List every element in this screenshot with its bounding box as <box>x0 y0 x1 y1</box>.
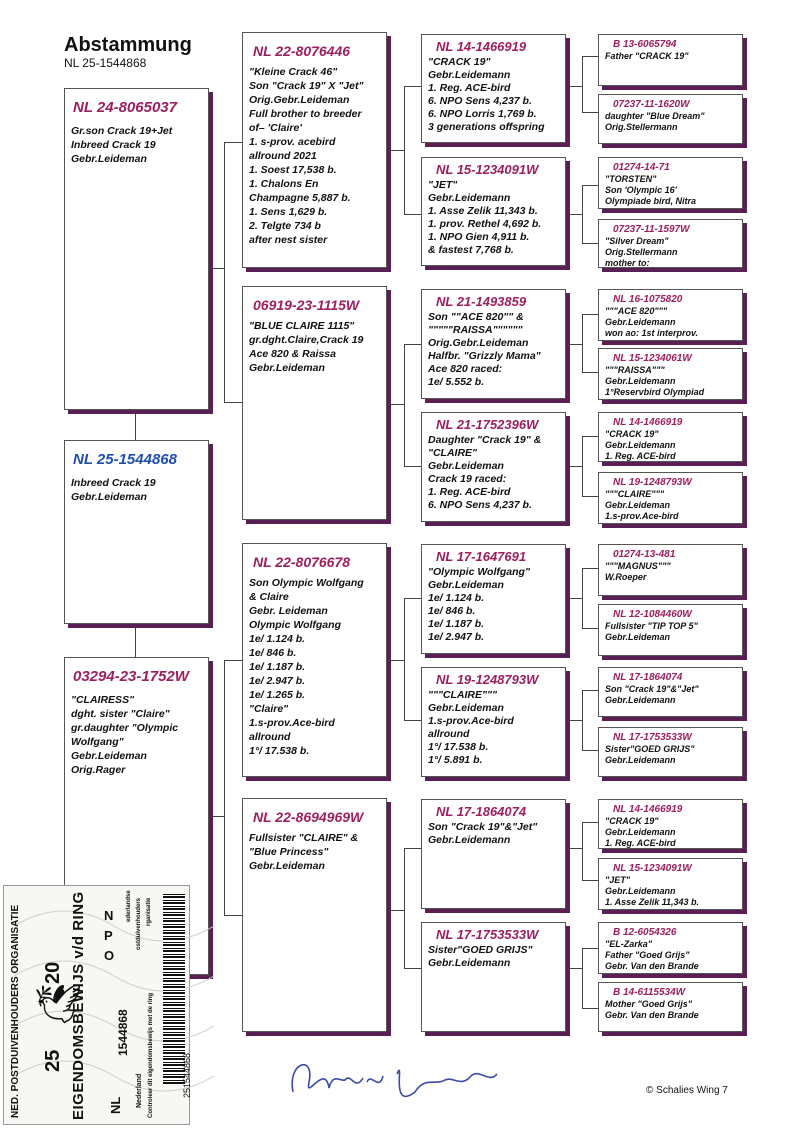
note-line: mother to: <box>605 258 650 268</box>
note-line: Father "CRACK 19" <box>605 51 689 61</box>
connector <box>404 598 405 720</box>
ownership-card <box>3 885 190 1125</box>
connector <box>566 86 582 87</box>
barcode-number: 251544868 <box>182 1052 192 1098</box>
pedigree-notes <box>428 434 559 512</box>
note-line: 1. Reg. ACE-bird <box>605 838 676 848</box>
ring-number: NL 14-1466919 <box>436 39 527 54</box>
card-country: NL <box>108 1096 123 1114</box>
note-line: Father "Goed Grijs" <box>605 950 690 960</box>
note-line: Son 'Olympic 16' <box>605 185 677 195</box>
note-line: Sister"GOED GRIJS" <box>428 944 533 956</box>
pedigree-notes <box>605 684 736 706</box>
note-line: "Blue Princess" <box>249 846 329 858</box>
connector <box>387 910 404 911</box>
ring-number: NL 15-1234091W <box>436 162 539 177</box>
pedigree-notes <box>605 429 736 462</box>
note-line: Gebr.Leideman <box>605 632 671 642</box>
connector <box>582 822 583 880</box>
card-word-postduivenhouders: ostduivenhouders <box>136 897 142 950</box>
note-line: Son "Crack 19" X "Jet" <box>249 80 364 92</box>
note-line: Gebr.Leidemann <box>428 192 511 204</box>
note-line: Full brother to breeder <box>249 108 362 120</box>
note-line: & fastest 7,768 b. <box>428 244 514 256</box>
note-line: W.Roeper <box>605 572 647 582</box>
connector <box>582 496 598 497</box>
ancestor-box <box>598 982 743 1032</box>
note-line: Gebr.Leidemann <box>428 957 511 969</box>
ring-number: 01274-13-481 <box>613 549 676 560</box>
connector <box>582 314 598 315</box>
grandparent-box <box>242 32 387 268</box>
connector <box>582 1008 598 1009</box>
note-line: "JET" <box>428 179 458 191</box>
ancestor-box <box>598 667 743 717</box>
connector <box>582 243 598 244</box>
great-grandparent-box <box>421 289 566 399</box>
connector <box>582 112 598 113</box>
ring-number: B 12-6054326 <box>613 927 677 938</box>
note-line: "BLUE CLAIRE 1115" <box>249 320 355 332</box>
note-line: Gebr.Leideman <box>428 702 504 714</box>
pedigree-notes <box>428 56 559 134</box>
connector <box>582 690 583 750</box>
connector <box>387 660 404 661</box>
note-line: 1. prov. Rethel 4,692 b. <box>428 218 542 230</box>
note-line: Olympic Wolfgang <box>249 619 341 631</box>
pedigree-notes <box>605 999 736 1021</box>
card-word-nederlandse: ederlandse <box>126 890 132 922</box>
note-line: """MAGNUS""" <box>605 561 671 571</box>
ring-number: 07237-11-1597W <box>613 224 690 235</box>
note-line: "Claire" <box>249 703 289 715</box>
pedigree-notes <box>605 51 736 62</box>
pedigree-notes <box>249 576 380 758</box>
ancestor-box <box>598 604 743 656</box>
connector <box>582 880 598 881</box>
note-line: won ao: 1st interprov. <box>605 328 699 338</box>
connector <box>582 568 598 569</box>
note-line: allround <box>249 731 291 743</box>
connector <box>224 915 242 916</box>
ring-number: NL 15-1234061W <box>613 353 692 364</box>
note-line: 1. Reg. ACE-bird <box>428 486 511 498</box>
pedigree-notes <box>428 311 559 389</box>
card-word-organisatie: rganisatie <box>146 897 152 926</box>
footer-copyright: © Schalies Wing 7 <box>646 1085 728 1096</box>
note-line: 1e/ 1.124 b. <box>428 592 485 604</box>
subject-box <box>64 440 209 624</box>
note-line: Crack 19 raced: <box>428 473 507 485</box>
card-letter-p: P <box>104 928 113 943</box>
ring-number: NL 16-1075820 <box>613 294 683 305</box>
note-line: "EL-Zarka" <box>605 939 653 949</box>
connector <box>582 56 598 57</box>
note-line: 1. Soest 17,538 b. <box>249 164 337 176</box>
card-year-left: 20 <box>42 961 64 984</box>
note-line: allround 2021 <box>249 150 317 162</box>
note-line: Gebr. Leideman <box>249 605 328 617</box>
note-line: Gebr.Leideman <box>249 362 325 374</box>
card-letter-n: N <box>104 908 114 923</box>
pedigree-notes <box>605 561 736 583</box>
note-line: Gebr.Leidemann <box>605 440 676 450</box>
signature <box>285 1052 505 1112</box>
ancestor-box <box>598 34 743 86</box>
note-line: 1e/ 5.552 b. <box>428 376 485 388</box>
connector <box>566 598 582 599</box>
pedigree-notes <box>605 111 736 133</box>
connector <box>582 185 598 186</box>
ring-number: 03294-23-1752W <box>73 668 189 685</box>
great-grandparent-box <box>421 544 566 654</box>
pedigree-notes <box>428 944 559 970</box>
note-line: "CLAIRESS" <box>71 694 135 706</box>
note-line: Mother "Goed Grijs" <box>605 999 693 1009</box>
pedigree-notes <box>605 236 736 269</box>
connector <box>404 848 405 968</box>
note-line: 3 generations offspring <box>428 121 545 133</box>
pedigree-notes <box>428 821 559 847</box>
ring-number: NL 22-8694969W <box>253 809 364 825</box>
pedigree-notes <box>71 124 202 166</box>
connector <box>566 968 582 969</box>
note-line: Ace 820 & Raissa <box>249 348 336 360</box>
note-line: "Kleine Crack 46" <box>249 66 338 78</box>
pedigree-notes <box>71 476 202 504</box>
pedigree-notes <box>605 939 736 972</box>
page-title: Abstammung <box>64 34 192 56</box>
grandparent-box <box>242 543 387 777</box>
pedigree-notes <box>249 319 380 375</box>
note-line: Gebr. Van den Brande <box>605 1010 699 1020</box>
note-line: 1. Asse Zelik 11,343 b. <box>428 205 538 217</box>
note-line: Gebr.Leideman <box>71 153 147 165</box>
ring-number: NL 25-1544868 <box>73 451 177 468</box>
great-grandparent-box <box>421 34 566 143</box>
note-line: Gebr.Leidemann <box>605 317 676 327</box>
pedigree-notes <box>605 174 736 207</box>
ring-number: NL 17-1753533W <box>436 927 539 942</box>
sire-box <box>64 88 209 410</box>
pedigree-notes <box>605 621 736 643</box>
ring-number: NL 14-1466919 <box>613 417 683 428</box>
note-line: 1.s-prov.Ace-bird <box>428 715 514 727</box>
note-line: gr.daughter "Olympic <box>71 722 179 734</box>
note-line: Wolfgang" <box>71 736 124 748</box>
note-line: Son ""ACE 820"" & <box>428 311 524 323</box>
note-line: Son Olympic Wolfgang <box>249 577 364 589</box>
note-line: dght. sister "Claire" <box>71 708 170 720</box>
connector <box>566 720 582 721</box>
ring-number: B 13-6065794 <box>613 39 677 50</box>
card-org-name: NED. POSTDUIVENHOUDERS ORGANISATIE <box>10 904 21 1118</box>
connector <box>582 822 598 823</box>
card-nederland: Nederland <box>136 1073 143 1108</box>
note-line: Fullsister "TIP TOP 5" <box>605 621 698 631</box>
pedigree-notes <box>605 489 736 522</box>
connector <box>387 404 404 405</box>
note-line: Gebr.Leideman <box>71 750 147 762</box>
connector <box>582 568 583 628</box>
note-line: Gebr.Leidemann <box>605 886 676 896</box>
note-line: gr.dght.Claire,Crack 19 <box>249 334 364 346</box>
connector <box>224 402 242 403</box>
note-line: Inbreed Crack 19 <box>71 477 156 489</box>
ring-number: NL 17-1864074 <box>436 804 527 819</box>
pedigree-notes <box>605 365 736 398</box>
note-line: Gebr.Leideman <box>249 860 325 872</box>
note-line: 2. Telgte 734 b <box>249 220 321 232</box>
connector <box>135 410 136 440</box>
ring-number: NL 17-1647691 <box>436 549 527 564</box>
note-line: """CLAIRE""" <box>605 489 665 499</box>
ancestor-box <box>598 727 743 777</box>
note-line: "Olympic Wolfgang" <box>428 566 530 578</box>
note-line: "CLAIRE" <box>428 447 478 459</box>
note-line: 1. s-prov. acebird <box>249 136 336 148</box>
connector <box>582 436 598 437</box>
ring-number: NL 21-1752396W <box>436 417 539 432</box>
connector <box>582 372 598 373</box>
note-line: 1°/ 5.891 b. <box>428 754 483 766</box>
connector <box>582 436 583 496</box>
connector <box>566 848 582 849</box>
ring-number: NL 19-1248793W <box>613 477 692 488</box>
card-ring-number: 1544868 <box>116 1009 130 1056</box>
note-line: Gebr.Leidemann <box>605 827 676 837</box>
connector <box>404 344 421 345</box>
note-line: Daughter "Crack 19" & <box>428 434 542 446</box>
ancestor-box <box>598 157 743 209</box>
ring-number: NL 21-1493859 <box>436 294 527 309</box>
note-line: 1°Reservbird Olympiad <box>605 387 705 397</box>
note-line: 1. Sens 1,629 b. <box>249 206 328 218</box>
ancestor-box <box>598 922 743 974</box>
note-line: Ace 820 raced: <box>428 363 503 375</box>
note-line: 1.s-prov.Ace-bird <box>249 717 335 729</box>
connector <box>209 268 224 269</box>
note-line: daughter "Blue Dream" <box>605 111 705 121</box>
ring-number: NL 14-1466919 <box>613 804 683 815</box>
note-line: Fullsister "CLAIRE" & <box>249 832 359 844</box>
note-line: 1e/ 846 b. <box>428 605 476 617</box>
ancestor-box <box>598 858 743 910</box>
note-line: 1. Asse Zelik 11,343 b. <box>605 897 700 907</box>
connector <box>224 660 225 915</box>
connector <box>566 344 582 345</box>
connector <box>566 466 582 467</box>
note-line: Inbreed Crack 19 <box>71 139 156 151</box>
ancestor-box <box>598 289 743 341</box>
bird-emblem: 🕊 <box>34 984 83 1026</box>
note-line: "JET" <box>605 875 631 885</box>
great-grandparent-box <box>421 667 566 777</box>
note-line: Halfbr. "Grizzly Mama" <box>428 350 541 362</box>
card-title: EIGENDOMSBEWIJS v/d RING <box>70 891 87 1120</box>
note-line: 1e/ 2.947 b. <box>249 675 306 687</box>
note-line: Son "Crack 19"&"Jet" <box>428 821 538 833</box>
pedigree-notes <box>605 875 736 908</box>
note-line: 1. NPO Gien 4,911 b. <box>428 231 530 243</box>
note-line: Orig.Gebr.Leideman <box>428 337 529 349</box>
connector <box>404 720 421 721</box>
connector <box>582 56 583 112</box>
ring-number: NL 17-1753533W <box>613 732 692 743</box>
connector <box>224 142 225 402</box>
grandparent-box <box>242 286 387 520</box>
note-line: 1°/ 17.538 b. <box>249 745 310 757</box>
note-line: Gebr.Leideman <box>71 491 147 503</box>
ring-number: NL 22-8076678 <box>253 554 351 570</box>
ring-number: NL 22-8076446 <box>253 43 351 59</box>
note-line: allround <box>428 728 470 740</box>
note-line: """ACE 820""" <box>605 306 668 316</box>
connector <box>404 848 421 849</box>
note-line: Orig.Rager <box>71 764 126 776</box>
pedigree-notes <box>249 65 380 247</box>
note-line: Gebr. Van den Brande <box>605 961 699 971</box>
connector <box>582 690 598 691</box>
note-line: 6. NPO Sens 4,237 b. <box>428 95 532 107</box>
pedigree-notes <box>605 816 736 849</box>
ancestor-box <box>598 544 743 596</box>
note-line: Gebr.Leideman <box>605 500 671 510</box>
note-line: Gebr.Leideman <box>428 460 504 472</box>
ring-number: 06919-23-1115W <box>253 297 360 313</box>
note-line: 1°/ 17.538 b. <box>428 741 489 753</box>
note-line: Orig.Gebr.Leideman <box>249 94 350 106</box>
note-line: 1e/ 1.265 b. <box>249 689 306 701</box>
connector <box>582 948 583 1008</box>
note-line: "TORSTEN" <box>605 174 657 184</box>
note-line: 1. Chalons En <box>249 178 319 190</box>
note-line: Olympiade bird, Nitra <box>605 196 697 206</box>
ancestor-box <box>598 472 743 524</box>
note-line: & Claire <box>249 591 289 603</box>
note-line: Champagne 5,887 b. <box>249 192 351 204</box>
connector <box>404 214 421 215</box>
great-grandparent-box <box>421 412 566 522</box>
connector <box>404 466 421 467</box>
connector <box>582 948 598 949</box>
ring-number: 07237-11-1620W <box>613 99 690 110</box>
connector <box>224 142 242 143</box>
ring-number: B 14-6115534W <box>613 987 686 998</box>
connector <box>566 214 582 215</box>
ancestor-box <box>598 799 743 849</box>
ancestor-box <box>598 219 743 268</box>
ring-number: NL 24-8065037 <box>73 99 177 116</box>
ancestor-box <box>598 348 743 400</box>
note-line: """RAISSA""" <box>605 365 665 375</box>
note-line: of– 'Claire' <box>249 122 302 134</box>
great-grandparent-box <box>421 799 566 909</box>
note-line: 1e/ 2.947 b. <box>428 631 485 643</box>
pedigree-notes <box>428 566 559 644</box>
note-line: Gebr.Leidemann <box>605 695 676 705</box>
card-year-right: 25 <box>42 1049 64 1072</box>
note-line: "CRACK 19" <box>428 56 491 68</box>
connector <box>404 86 405 214</box>
note-line: Gebr.Leidemann <box>428 69 511 81</box>
connector <box>404 968 421 969</box>
pedigree-notes <box>605 306 736 339</box>
note-line: Gebr.Leideman <box>428 579 504 591</box>
connector <box>387 150 404 151</box>
card-letter-o: O <box>104 948 115 963</box>
note-line: "CRACK 19" <box>605 816 659 826</box>
connector <box>582 628 598 629</box>
note-line: 6. NPO Lorris 1,769 b. <box>428 108 537 120</box>
page-subtitle: NL 25-1544868 <box>64 56 147 70</box>
note-line: 1. Reg. ACE-bird <box>605 451 676 461</box>
ancestor-box <box>598 94 743 144</box>
connector <box>404 598 421 599</box>
pedigree-notes <box>428 689 559 767</box>
note-line: Gebr.Leidemann <box>605 376 676 386</box>
note-line: Orig.Stellermann <box>605 247 678 257</box>
note-line: after nest sister <box>249 234 328 246</box>
note-line: Gebr.Leidemann <box>605 755 676 765</box>
note-line: 1e/ 1.187 b. <box>249 661 306 673</box>
connector <box>582 750 598 751</box>
note-line: 1e/ 1.124 b. <box>249 633 306 645</box>
note-line: Sister"GOED GRIJS" <box>605 744 695 754</box>
note-line: "CRACK 19" <box>605 429 659 439</box>
connector <box>135 624 136 657</box>
ring-number: 01274-14-71 <box>613 162 670 173</box>
note-line: 1.s-prov.Ace-bird <box>605 511 679 521</box>
grandparent-box <box>242 798 387 1032</box>
pedigree-notes <box>71 693 202 777</box>
connector <box>404 344 405 466</box>
pedigree-notes <box>605 744 736 766</box>
ring-number: NL 19-1248793W <box>436 672 539 687</box>
note-line: 6. NPO Sens 4,237 b. <box>428 499 532 511</box>
great-grandparent-box <box>421 157 566 266</box>
note-line: Gr.son Crack 19+Jet <box>71 125 173 137</box>
connector <box>582 185 583 243</box>
pedigree-notes <box>249 831 380 873</box>
note-line: Son "Crack 19"&"Jet" <box>605 684 699 694</box>
note-line: 1e/ 846 b. <box>249 647 297 659</box>
connector <box>209 816 224 817</box>
note-line: """CLAIRE""" <box>428 689 497 701</box>
ring-number: NL 12-1084460W <box>613 609 692 620</box>
ring-number: NL 15-1234091W <box>613 863 692 874</box>
pedigree-notes <box>428 179 559 257</box>
note-line: """""RAISSA"""""" <box>428 324 523 336</box>
connector <box>404 86 421 87</box>
ancestor-box <box>598 412 743 462</box>
great-grandparent-box <box>421 922 566 1032</box>
note-line: Orig.Stellermann <box>605 122 678 132</box>
note-line: Gebr.Leidemann <box>428 834 511 846</box>
connector <box>224 660 242 661</box>
note-line: "Silver Dream" <box>605 236 669 246</box>
card-note: Controleer dit eigendomsbewijs met de ring <box>148 992 154 1118</box>
note-line: 1. Reg. ACE-bird <box>428 82 511 94</box>
ring-number: NL 17-1864074 <box>613 672 683 683</box>
connector <box>582 314 583 372</box>
note-line: 1e/ 1.187 b. <box>428 618 485 630</box>
